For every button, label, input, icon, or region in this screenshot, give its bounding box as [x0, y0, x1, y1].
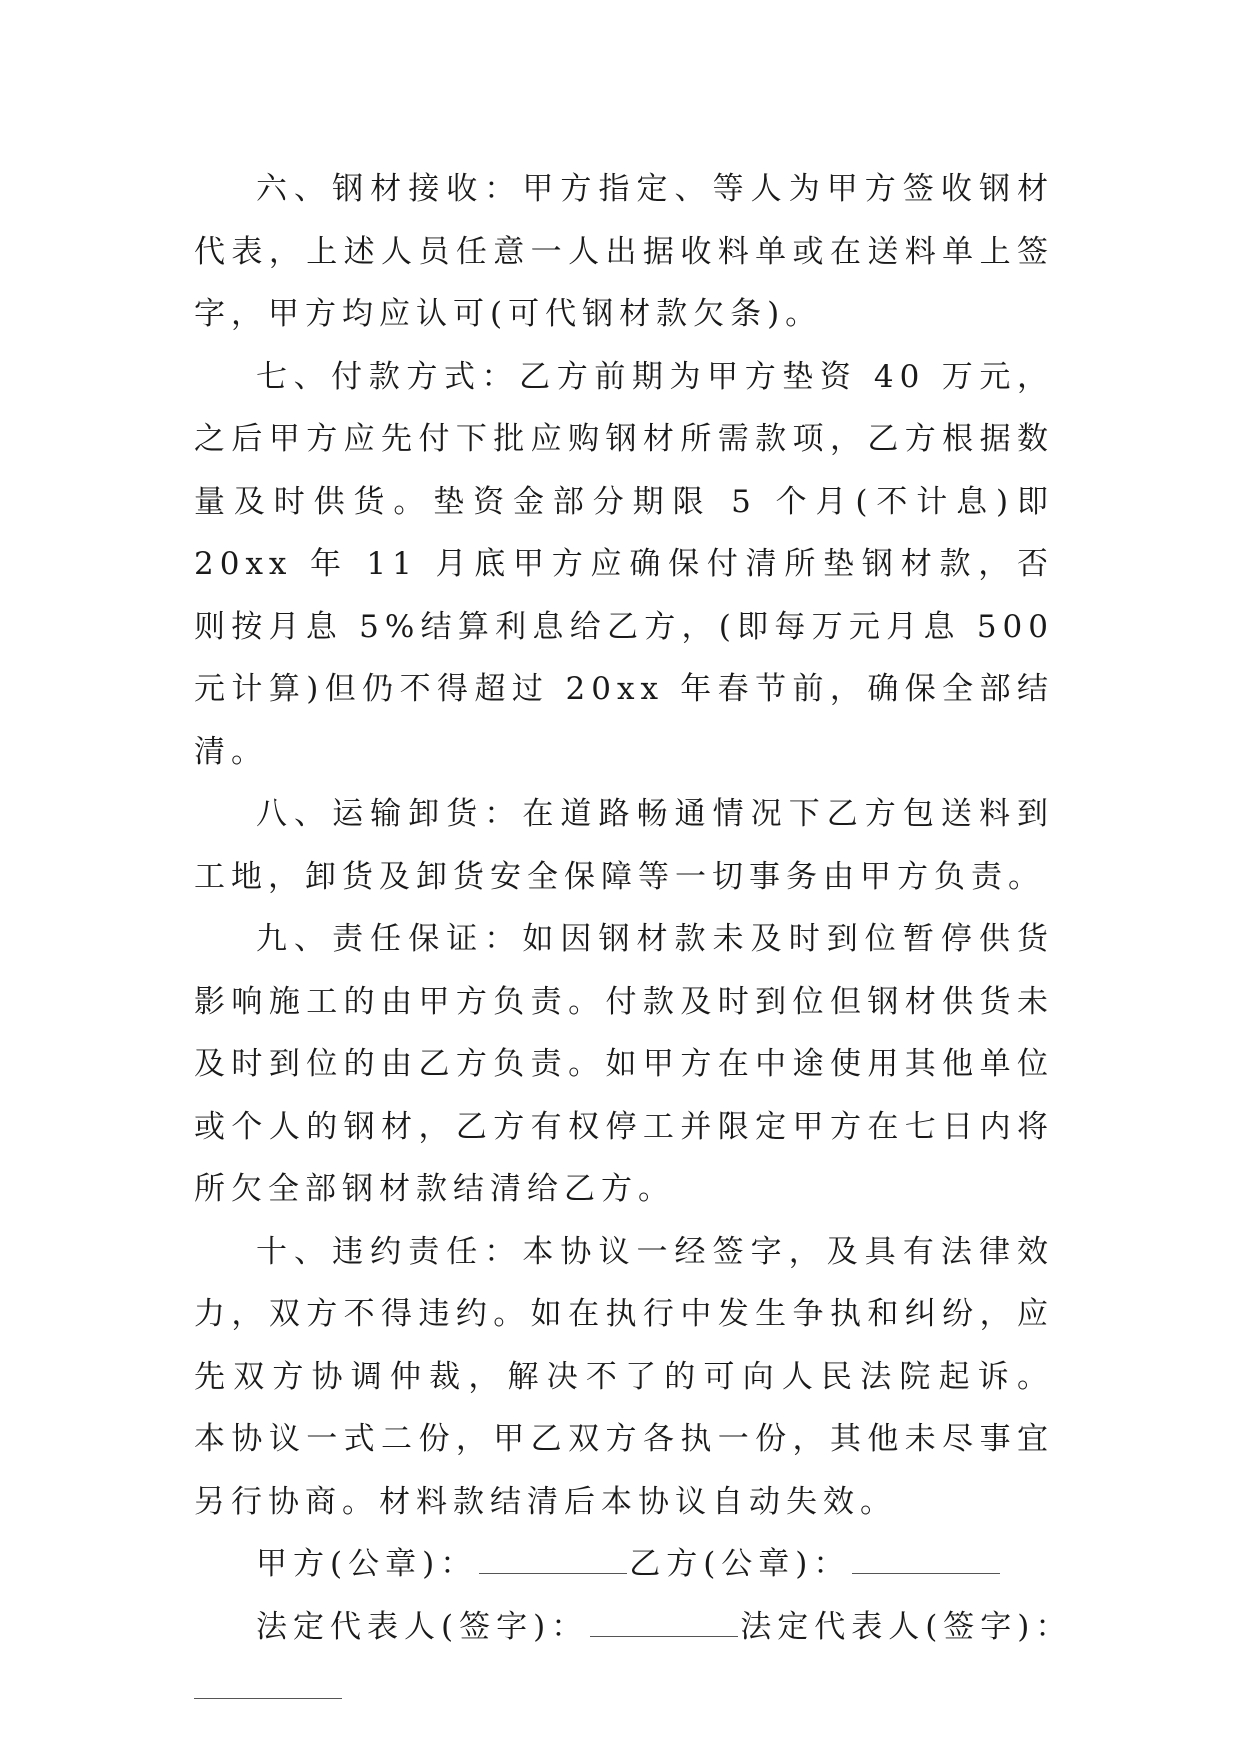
party-a-seal-blank [479, 1559, 627, 1574]
party-a-seal-label: 甲方(公章)： [256, 1546, 478, 1582]
clause-nine: 九、责任保证：如因钢材款未及时到位暂停供货影响施工的由甲方负责。付款及时到位但钢材供货未及时到位的由乙方负责。如甲方在中途使用其他单位或个人的钢材，乙方有权停工并限定甲方在七日内将所欠全部钢材款结清给乙方。 [194, 921, 1054, 1207]
party-a-rep-label: 法定代表人(签字)： [256, 1608, 589, 1645]
party-a-rep-blank [590, 1622, 738, 1637]
clause-six: 六、钢材接收：甲方指定、等人为甲方签收钢材代表，上述人员任意一人出据收料单或在送料单上签字，甲方均应认可(可代钢材款欠条)。 [194, 171, 1054, 332]
party-b-seal-label: 乙方(公章)： [629, 1546, 851, 1582]
party-b-rep-blank [194, 1658, 342, 1699]
document-body [194, 158, 1073, 1699]
clause-seven: 七、付款方式：乙方前期为甲方垫资 40 万元，之后甲方应先付下批应购钢材所需款项，乙方根据数量及时供货。垫资金部分期限 5 个月(不计息)即 20xx 年 11 月底甲方应确保付清所垫钢材款，否则按月息 5%结算利息给乙方，(即每万元月息 500 元计算)但仍不得超过 20xx 年春节前，确保全部结清。 [194, 358, 1054, 770]
representative-line [194, 1596, 1073, 1659]
clause-ten: 十、违约责任：本协议一经签字，及具有法律效力，双方不得违约。如在执行中发生争执和纠纷，应先双方协调仲裁，解决不了的可向人民法院起诉。 本协议一式二份，甲乙双方各执一份，其他未尽事宜另行协商。材料款结清后本协议自动失效。 [194, 1233, 1054, 1520]
clause-eight: 八、运输卸货：在道路畅通情况下乙方包送料到工地，卸货及卸货安全保障等一切事务由甲方负责。 [194, 796, 1054, 895]
party-b-rep-label: 法定代表人(签字)： [740, 1608, 1073, 1645]
seal-line [194, 1533, 1054, 1596]
party-b-seal-blank [852, 1559, 1000, 1574]
